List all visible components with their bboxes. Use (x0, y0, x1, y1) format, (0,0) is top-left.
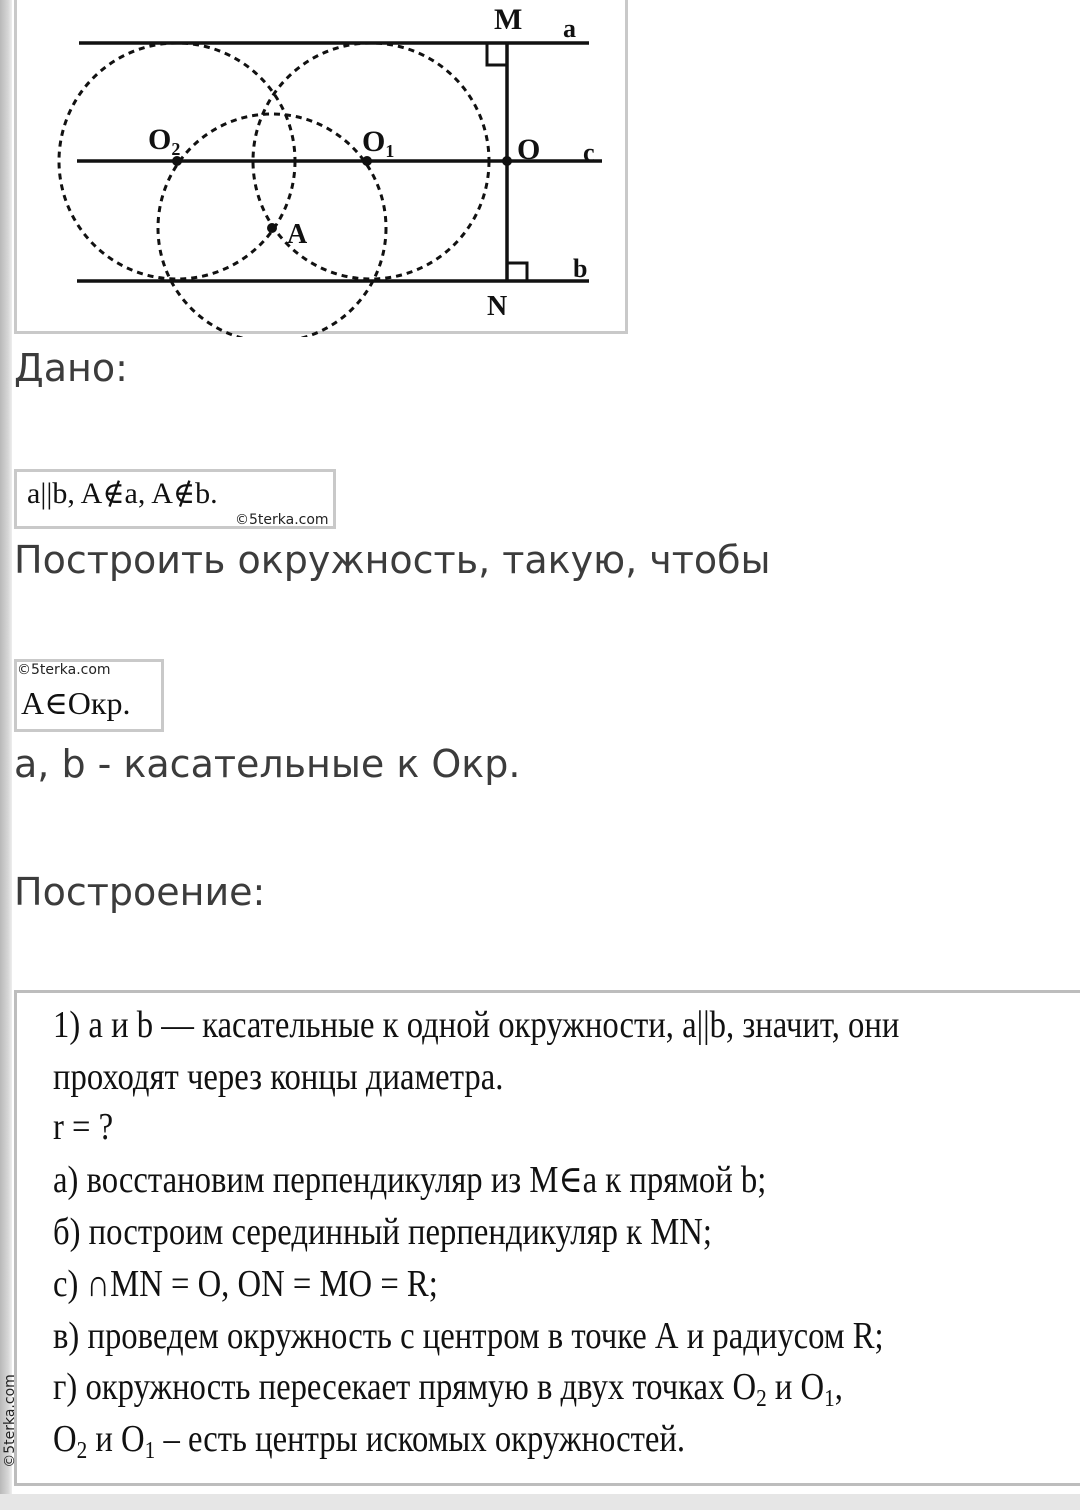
label-m: M (494, 3, 523, 36)
solution-box (14, 990, 1080, 1486)
solution-line-9 (53, 1419, 685, 1471)
solution-line-9-text: – есть центры искомых окружностей. (155, 1418, 686, 1460)
solution-line-9-and: и O (87, 1418, 145, 1460)
label-point-a: A (287, 219, 308, 250)
tangent-condition: a, b - касательные к Окр. (14, 742, 521, 786)
solution-line-9-o: O (53, 1418, 77, 1460)
right-angle-mark-n (507, 263, 527, 281)
solution-line-7: в) проведем окружность с центром в точке А и радиусом R; (53, 1315, 884, 1357)
label-b-line: b (573, 254, 588, 283)
solution-line-4: а) восстановим перпендикуляр из M∈a к прямой b; (53, 1159, 767, 1201)
geometry-figure (14, 0, 628, 334)
solution-line-8-sub-2: 2 (756, 1384, 767, 1412)
label-o2: $O_2$ (148, 123, 181, 159)
label-n: N (487, 291, 508, 322)
solution-line-6: с) ∩MN = O, ON = MO = R; (53, 1263, 438, 1305)
point-a (267, 223, 277, 233)
solution-line-8-and: и O (766, 1366, 825, 1408)
condition-formula-box (14, 659, 164, 732)
watermark-condition: ©5terka.com (17, 662, 111, 678)
solution-line-5: б) построим серединный перпендикуляр к MN; (53, 1211, 712, 1253)
condition-formula: A∈Окр. (21, 685, 131, 721)
given-heading: Дано: (14, 346, 128, 390)
solution-line-8-text: г) окружность пересекает прямую в двух точках O (53, 1366, 757, 1408)
construction-diagram (17, 0, 631, 337)
solution-line-9-sub-2: 2 (76, 1436, 88, 1464)
bottom-bar (0, 1494, 1080, 1510)
label-o1: $O_1$ (362, 125, 395, 161)
solution-line-1: 1) a и b — касательные к одной окружности, a||b, значит, они (53, 1004, 900, 1046)
given-formula: a||b, A∉a, A∉b. (27, 477, 218, 510)
solution-line-8-comma: , (834, 1366, 843, 1408)
page-left-edge (0, 0, 12, 1510)
given-formula-box (14, 469, 336, 529)
watermark-given: ©5terka.com (235, 512, 329, 528)
label-c-line: c (583, 138, 595, 167)
watermark-vertical-text: ©5terka.com (2, 1374, 18, 1468)
solution-line-2: проходят через концы диаметра. (53, 1056, 504, 1098)
point-o (502, 156, 512, 166)
label-o: O (517, 133, 541, 166)
construct-intro: Построить окружность, такую, чтобы (14, 538, 771, 582)
solution-line-9-sub-1: 1 (144, 1436, 156, 1464)
solution-line-8 (53, 1367, 843, 1419)
label-a-line: a (563, 14, 576, 43)
right-angle-mark-m (487, 43, 507, 65)
solution-line-3: r = ? (53, 1106, 114, 1148)
solution-line-8-sub-1: 1 (824, 1384, 835, 1412)
construction-heading: Построение: (14, 870, 266, 914)
watermark-vertical (0, 1356, 20, 1486)
